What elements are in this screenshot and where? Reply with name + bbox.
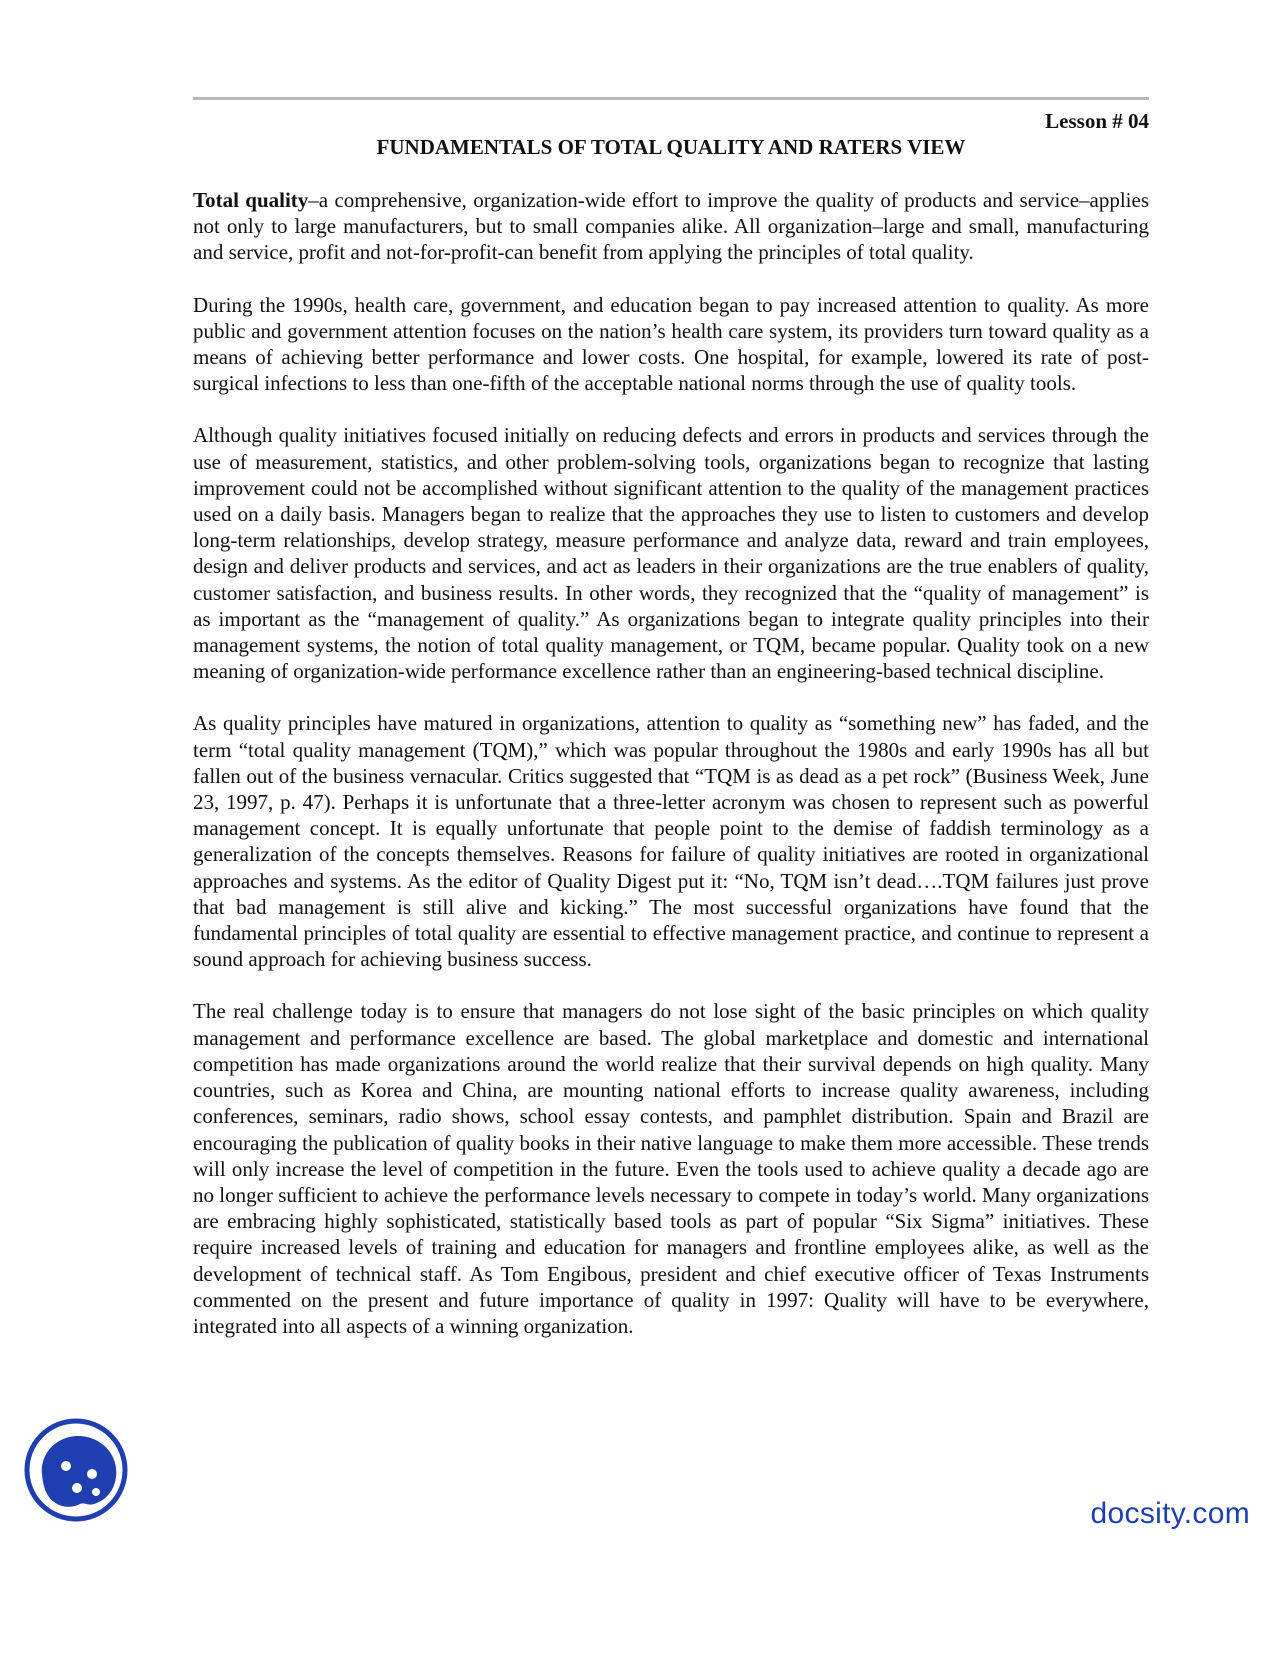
header-rule (193, 97, 1149, 100)
paragraph-1-text: –a comprehensive, organization-wide effort to improve the quality of products and service–applies not only to large manufacturers, but to small companies alike. All organization–large and small, manufacturing and service, profit and not-for-profit-can benefit from applying the principles of total quality. (193, 188, 1149, 265)
docsity-brand-link[interactable]: docsity.com (1090, 1497, 1250, 1530)
paragraph-1 (193, 187, 1149, 266)
docsity-logo-icon[interactable] (22, 1416, 130, 1524)
lesson-number: Lesson # 04 (1045, 109, 1149, 133)
page-title: FUNDAMENTALS OF TOTAL QUALITY AND RATERS VIEW (376, 135, 966, 159)
paragraph-1-lead: Total quality (193, 188, 309, 212)
paragraph-5: The real challenge today is to ensure that managers do not lose sight of the basic principles on which quality management and performance excellence are based. The global marketplace and domestic and international competition has made organizations around the world realize that their survival depends on high quality. Many countries, such as Korea and China, are mounting national efforts to increase quality awareness, including conferences, seminars, radio shows, school essay contests, and pamphlet distribution. Spain and Brazil are encouraging the publication of quality books in their native language to make them more accessible. These trends will only increase the level of competition in the future. Even the tools used to achieve quality a decade ago are no longer sufficient to achieve the performance levels necessary to compete in today’s world. Many organizations are embracing highly sophisticated, statistically based tools as part of popular “Six Sigma” initiatives. These require increased levels of training and education for managers and frontline employees alike, as well as the development of technical staff. As Tom Engibous, president and chief executive officer of Texas Instruments commented on the present and future importance of quality in 1997: Quality will have to be everywhere, integrated into all aspects of a winning organization. (193, 999, 1149, 1338)
paragraph-3: Although quality initiatives focused initially on reducing defects and errors in products and services through the use of measurement, statistics, and other problem-solving tools, organizations began to recognize that lasting improvement could not be accomplished without significant attention to the quality of the management practices used on a daily basis. Managers began to realize that the approaches they use to listen to customers and develop long-term relationships, develop strategy, measure performance and analyze data, reward and train employees, design and deliver products and services, and act as leaders in their organizations are the true enablers of quality, customer satisfaction, and business results. In other words, they recognized that the “quality of management” is as important as the “management of quality.” As organizations began to integrate quality principles into their management systems, the notion of total quality management, or TQM, became popular. Quality took on a new meaning of organization-wide performance excellence rather than an engineering-based technical discipline. (193, 423, 1149, 684)
paragraph-4: As quality principles have matured in organizations, attention to quality as “something new” has faded, and the term “total quality management (TQM),” which was popular throughout the 1980s and early 1990s has all but fallen out of the business vernacular. Critics suggested that “TQM is as dead as a pet rock” (Business Week, June 23, 1997, p. 47). Perhaps it is unfortunate that a three-letter acronym was chosen to represent such as powerful management concept. It is equally unfortunate that people point to the demise of faddish terminology as a generalization of the concepts themselves. Reasons for failure of quality initiatives are rooted in organizational approaches and systems. As the editor of Quality Digest put it: “No, TQM isn’t dead….TQM failures just prove that bad management is still alive and kicking.” The most successful organizations have found that the fundamental principles of total quality are essential to effective management practice, and continue to represent a sound approach for achieving business success. (193, 711, 1149, 972)
document-body (193, 187, 1149, 1365)
paragraph-2: During the 1990s, health care, government, and education began to pay increased attention to quality. As more public and government attention focuses on the nation’s health care system, its providers turn toward quality as a means of achieving better performance and lower costs. One hospital, for example, lowered its rate of post-surgical infections to less than one-fifth of the acceptable national norms through the use of quality tools. (193, 292, 1149, 396)
